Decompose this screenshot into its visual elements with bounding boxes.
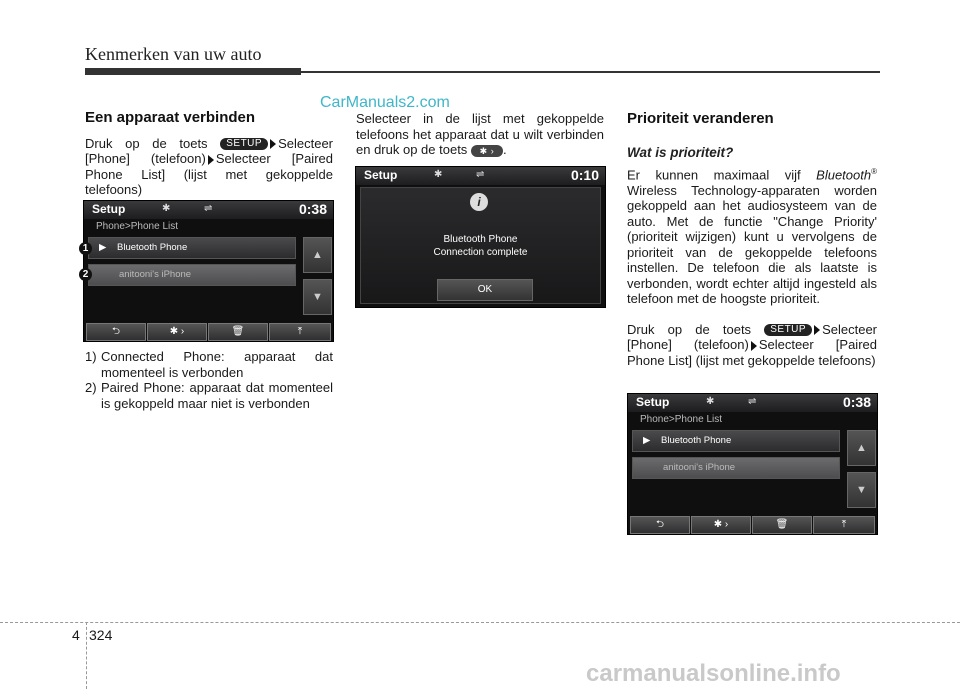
chapter-title: Kenmerken van uw auto	[85, 44, 262, 64]
screen-title: Setup	[92, 202, 126, 216]
list-item[interactable]	[632, 430, 840, 452]
breadcrumb: Phone>Phone List	[640, 414, 723, 425]
subheading-what-is-priority: Wat is prioriteit?	[627, 144, 734, 160]
screen-phone-list	[83, 200, 334, 342]
heading-priority: Prioriteit veranderen	[627, 110, 774, 127]
screen-title-bar	[84, 201, 333, 219]
setup-key-icon: SETUP	[220, 138, 268, 150]
watermark-top: CarManuals2.com	[320, 94, 450, 111]
screen-title: Setup	[364, 168, 398, 182]
paragraph-select-device	[356, 111, 604, 158]
bluetooth-button[interactable]: ✱ ›	[691, 516, 751, 534]
bluetooth-button[interactable]: ✱ ›	[147, 323, 207, 341]
usb-status-icon: ⇌	[204, 203, 213, 214]
arrow-right-icon	[270, 139, 276, 149]
scroll-up-button[interactable]: ▲	[847, 430, 876, 466]
screen-toolbar	[84, 321, 333, 341]
registered-mark: ®	[871, 167, 877, 176]
breadcrumb: Phone>Phone List	[96, 221, 179, 232]
text: Selecteer [Phone] (telefoon)	[85, 135, 333, 166]
text: Druk op de toets	[627, 321, 752, 337]
text: .	[502, 142, 507, 157]
chapter-number: 4	[72, 627, 80, 643]
play-icon: ▶	[643, 435, 651, 446]
footer-divider	[86, 622, 87, 689]
paragraph-priority-instructions	[627, 322, 877, 369]
list-item	[85, 380, 333, 411]
clock: 0:38	[298, 201, 327, 217]
usb-status-icon: ⇌	[748, 396, 757, 407]
bluetooth-status-icon: ✱	[162, 203, 171, 214]
info-icon: i	[470, 193, 488, 211]
list-item[interactable]	[88, 237, 296, 259]
screen-title-bar	[628, 394, 877, 412]
ok-button[interactable]: OK	[437, 279, 533, 301]
list-item-label: anitooni's iPhone	[663, 462, 736, 473]
delete-button[interactable]: 🗑	[752, 516, 812, 534]
list-number: 1)	[85, 349, 97, 364]
back-button[interactable]: ⮌	[86, 323, 146, 341]
text-brand: Bluetooth	[816, 167, 872, 183]
callout-2: 2	[79, 268, 92, 281]
text: Wireless Technology-apparaten worden gekoppeld aan het audiosysteem van de auto. Met de functie "Change Priority' (prioriteit wijzigen) kunt u vervolgens de prioriteit van de gekoppelde telefoons instellen. De telefoon die als laatste is verbonden, wordt echter altijd ingesteld als telefoon met de hoogste prioriteit.	[627, 182, 877, 307]
list-text: Paired Phone: apparaat dat momenteel is gekoppeld maar niet is verbonden	[101, 380, 333, 411]
move-top-button[interactable]: ⤒	[269, 323, 331, 341]
legend-list	[85, 349, 333, 411]
scroll-down-button[interactable]: ▼	[303, 279, 332, 315]
list-item	[85, 349, 333, 380]
list-item-label: Bluetooth Phone	[117, 242, 188, 253]
clock: 0:38	[842, 394, 871, 410]
bluetooth-status-icon: ✱	[434, 169, 443, 180]
bluetooth-key-icon: ✱ ›	[471, 145, 503, 157]
dialog-line: Bluetooth Phone	[443, 234, 518, 245]
list-item[interactable]	[632, 457, 840, 479]
callout-1: 1	[79, 242, 92, 255]
dialog-line: Connection complete	[433, 247, 528, 258]
move-top-button[interactable]: ⤒	[813, 516, 875, 534]
arrow-right-icon	[814, 325, 820, 335]
screen-phone-list-priority	[627, 393, 878, 535]
setup-key-icon: SETUP	[764, 324, 812, 336]
screen-title: Setup	[636, 395, 670, 409]
paragraph-priority	[627, 164, 877, 307]
list-number: 2)	[85, 380, 97, 395]
header-rule-accent	[85, 68, 301, 75]
paragraph-connect-instructions	[85, 136, 333, 198]
back-button[interactable]: ⮌	[630, 516, 690, 534]
screen-toolbar	[628, 514, 877, 534]
column-2	[356, 111, 604, 158]
text: Selecteer [Phone] (telefoon)	[627, 321, 877, 353]
list-item[interactable]	[88, 264, 296, 286]
scroll-down-button[interactable]: ▼	[847, 472, 876, 508]
list-text: Connected Phone: apparaat dat momenteel is verbonden	[101, 349, 333, 380]
text: Selecteer in de lijst met gekoppelde telefoons het apparaat dat u wilt verbinden en druk op de toets	[356, 111, 604, 157]
text: Druk op de toets	[85, 135, 208, 151]
clock: 0:10	[570, 167, 599, 183]
play-icon: ▶	[99, 242, 107, 253]
text: Er kunnen maximaal vijf	[627, 167, 801, 183]
watermark-bottom: carmanualsonline.info	[586, 660, 841, 687]
scroll-up-button[interactable]: ▲	[303, 237, 332, 273]
footer-rule	[0, 622, 960, 623]
arrow-right-icon	[751, 341, 757, 351]
column-1	[85, 110, 333, 198]
heading-connect: Een apparaat verbinden	[85, 109, 256, 126]
text: Selecteer [Paired Phone List] (lijst met gekoppelde telefoons)	[627, 337, 877, 368]
dialog-message	[361, 233, 600, 259]
list-item-label: anitooni's iPhone	[119, 269, 192, 280]
screen-connection-complete	[355, 166, 606, 308]
list-item-label: Bluetooth Phone	[661, 435, 732, 446]
column-3	[627, 111, 877, 368]
dialog	[360, 187, 601, 304]
delete-button[interactable]: 🗑	[208, 323, 268, 341]
screen-title-bar	[356, 167, 605, 185]
bluetooth-status-icon: ✱	[706, 396, 715, 407]
page-number: 324	[89, 627, 113, 643]
arrow-right-icon	[208, 155, 214, 165]
text: Selecteer [Paired Phone List] (lijst met gekoppelde telefoons)	[85, 151, 333, 197]
usb-status-icon: ⇌	[476, 169, 485, 180]
